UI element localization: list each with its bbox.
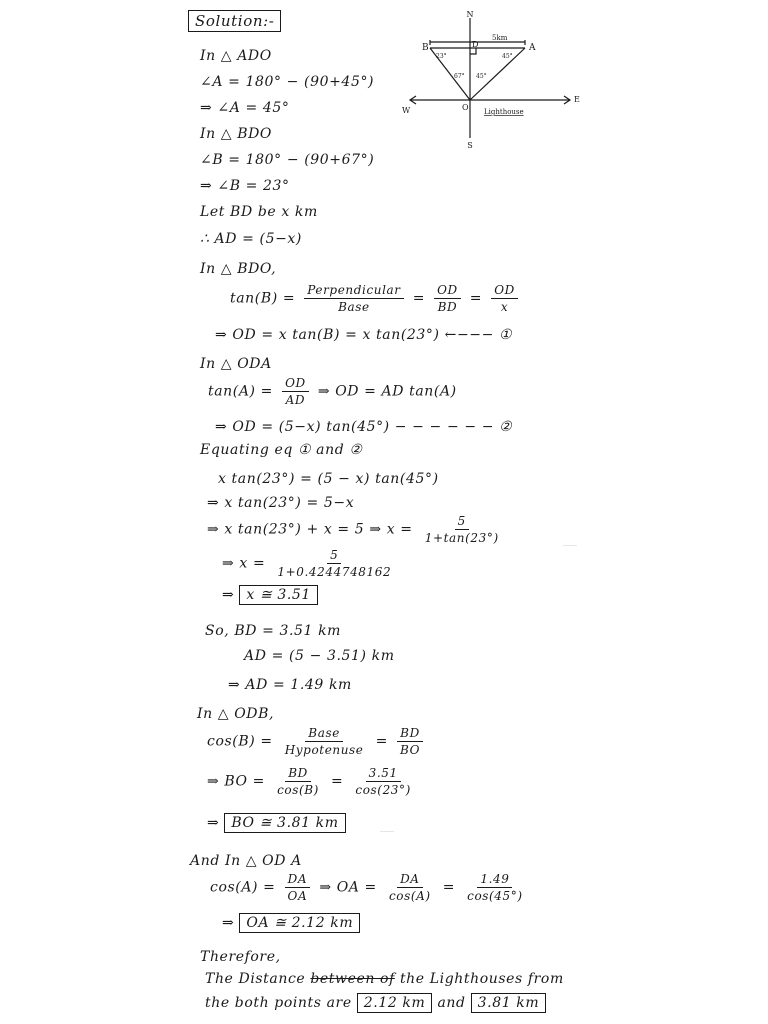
angle-o-left-label: 67° xyxy=(454,73,465,80)
final-bo-box: 3.81 km xyxy=(471,993,547,1013)
line-ad-diff: AD = (5 − 3.51) km xyxy=(244,648,395,664)
line-in-bdo: In △ BDO xyxy=(200,126,273,142)
tan-b-equation: tan(B) = $\frac{\text{Perpendicular}}{\text{Base}}$ = $\frac{OD}{BD}$ = $\frac{OD}{x}$ xyxy=(230,283,522,314)
bo-equation: ⇒ BO = $\frac{BD}{\cos(B)}$ = $\frac{3.51}{\cos(23^\circ)}$ xyxy=(207,766,418,797)
point-d-label: D xyxy=(472,40,479,49)
conclusion-line-2: the both points are 2.12 km and 3.81 km xyxy=(205,994,546,1012)
final-oa-box: 2.12 km xyxy=(357,993,433,1013)
line-in-ado: In △ ADO xyxy=(200,48,272,64)
base-over-hyp: $\frac{\text{Base}}{\text{Hypotenuse}}$ xyxy=(284,726,364,757)
point-a-label: A xyxy=(529,43,536,53)
sum-equation xyxy=(207,514,506,545)
line-angle-b: ∠B = 180° − (90+67°) xyxy=(200,152,375,168)
line-angle-a: ∠A = 180° − (90+45°) xyxy=(200,74,375,90)
point-o-label: O xyxy=(462,103,469,112)
line-let-bd: Let BD be x km xyxy=(200,204,318,220)
od-over-bd: $\frac{OD}{BD}$ xyxy=(434,283,461,314)
line-in-bdo-2: In △ BDO, xyxy=(200,261,277,277)
351-over-cos23: $\frac{3.51}{\cos(23^\circ)}$ xyxy=(355,766,411,797)
da-over-cosa: $\frac{DA}{\cos(A)}$ xyxy=(388,872,431,903)
x-numeric-equation: ⇒ x = $\frac{5}{1+0.4244748162}$ xyxy=(222,548,398,579)
cos-a-label: cos(A) = xyxy=(210,879,276,896)
bo-answer-box: BO ≅ 3.81 km xyxy=(224,813,345,833)
tan-a-equation xyxy=(208,376,457,407)
cos-a-equation: cos(A) = $\frac{DA}{OA}$ ⇒ OA = $\frac{DA}{\cos(A)}$ = $\frac{1.49}{\cos(45^\circ)}$ xyxy=(210,872,530,903)
od-over-x: $\frac{OD}{x}$ xyxy=(491,283,518,314)
line-therefore: Therefore, xyxy=(200,949,281,965)
line-angle-b-result: ⇒ ∠B = 23° xyxy=(200,178,290,194)
tan-a-result: ⇒ OD = AD tan(A) xyxy=(317,383,457,400)
bo-answer-line: ⇒ BO ≅ 3.81 km xyxy=(207,814,346,832)
da-over-oa: $\frac{DA}{OA}$ xyxy=(285,872,311,903)
distance-label: 5km xyxy=(492,34,508,42)
angle-a-label: 45° xyxy=(502,53,513,60)
oa-answer-line: ⇒ OA ≅ 2.12 km xyxy=(222,914,360,932)
perp-over-base: $\frac{\text{Perpendicular}}{\text{Base}}$ xyxy=(304,283,403,314)
line-in-oda: In △ ODA xyxy=(200,356,272,372)
bd-over-cosb: $\frac{BD}{\cos(B)}$ xyxy=(277,766,319,797)
angle-o-right-label: 45° xyxy=(476,73,487,80)
line-ad-149: ⇒ AD = 1.49 km xyxy=(228,677,352,693)
five-over-numeric: $\frac{5}{1+0.4244748162}$ xyxy=(277,548,392,579)
oa-answer-box: OA ≅ 2.12 km xyxy=(239,913,360,933)
cos-b-label: cos(B) = xyxy=(207,733,273,750)
struck-text: between of xyxy=(310,971,395,987)
lighthouse-label: Lighthouse xyxy=(484,108,524,116)
line-x-tan-eq: x tan(23°) = (5 − x) tan(45°) xyxy=(218,471,439,487)
east-label: E xyxy=(574,95,580,104)
od-over-ad: $\frac{OD}{AD}$ xyxy=(282,376,309,407)
tan-b-label: tan(B) = xyxy=(230,290,296,307)
lighthouse-diagram xyxy=(400,10,580,150)
five-over-1-plus-tan: $\frac{5}{1+\tan(23^\circ)}$ xyxy=(424,514,499,545)
sum-eq-text: ⇒ x tan(23°) + x = 5 ⇒ x = xyxy=(207,521,413,538)
north-label: N xyxy=(466,10,474,19)
149-over-cos45: $\frac{1.49}{\cos(45^\circ)}$ xyxy=(467,872,523,903)
cos-b-equation: cos(B) = $\frac{\text{Base}}{\text{Hypotenuse}}$ = $\frac{BD}{BO}$ xyxy=(207,726,427,757)
conclusion-line-1: The Distance between of the Lighthouses from xyxy=(205,971,564,987)
line-od-5-minus-x: ⇒ OD = (5−x) tan(45°) − − − − − − ② xyxy=(215,419,513,435)
line-bd-351: So, BD = 3.51 km xyxy=(205,623,342,639)
south-label: S xyxy=(467,141,473,150)
x-answer-line: ⇒ x ≅ 3.51 xyxy=(222,586,318,604)
scan-artifact xyxy=(380,831,394,832)
point-b-label: B xyxy=(422,43,429,53)
solution-heading: Solution:- xyxy=(188,10,281,32)
line-od-xtan: ⇒ OD = x tan(B) = x tan(23°) ←−−− ① xyxy=(215,327,513,343)
line-x-tan-5-minus-x: ⇒ x tan(23°) = 5−x xyxy=(207,495,355,511)
angle-b-label: 23° xyxy=(436,53,447,60)
bd-over-bo: $\frac{BD}{BO}$ xyxy=(397,726,423,757)
line-equating: Equating eq ① and ② xyxy=(200,442,363,458)
scan-artifact xyxy=(563,545,577,546)
line-ad: ∴ AD = (5−x) xyxy=(200,231,302,247)
west-label: W xyxy=(402,106,411,115)
x-answer-box: x ≅ 3.51 xyxy=(239,585,318,605)
line-angle-a-result: ⇒ ∠A = 45° xyxy=(200,100,290,116)
tan-a-label: tan(A) = xyxy=(208,383,274,400)
line-in-odb: In △ ODB, xyxy=(197,706,275,722)
line-and-in-oda: And In △ OD A xyxy=(190,853,302,869)
